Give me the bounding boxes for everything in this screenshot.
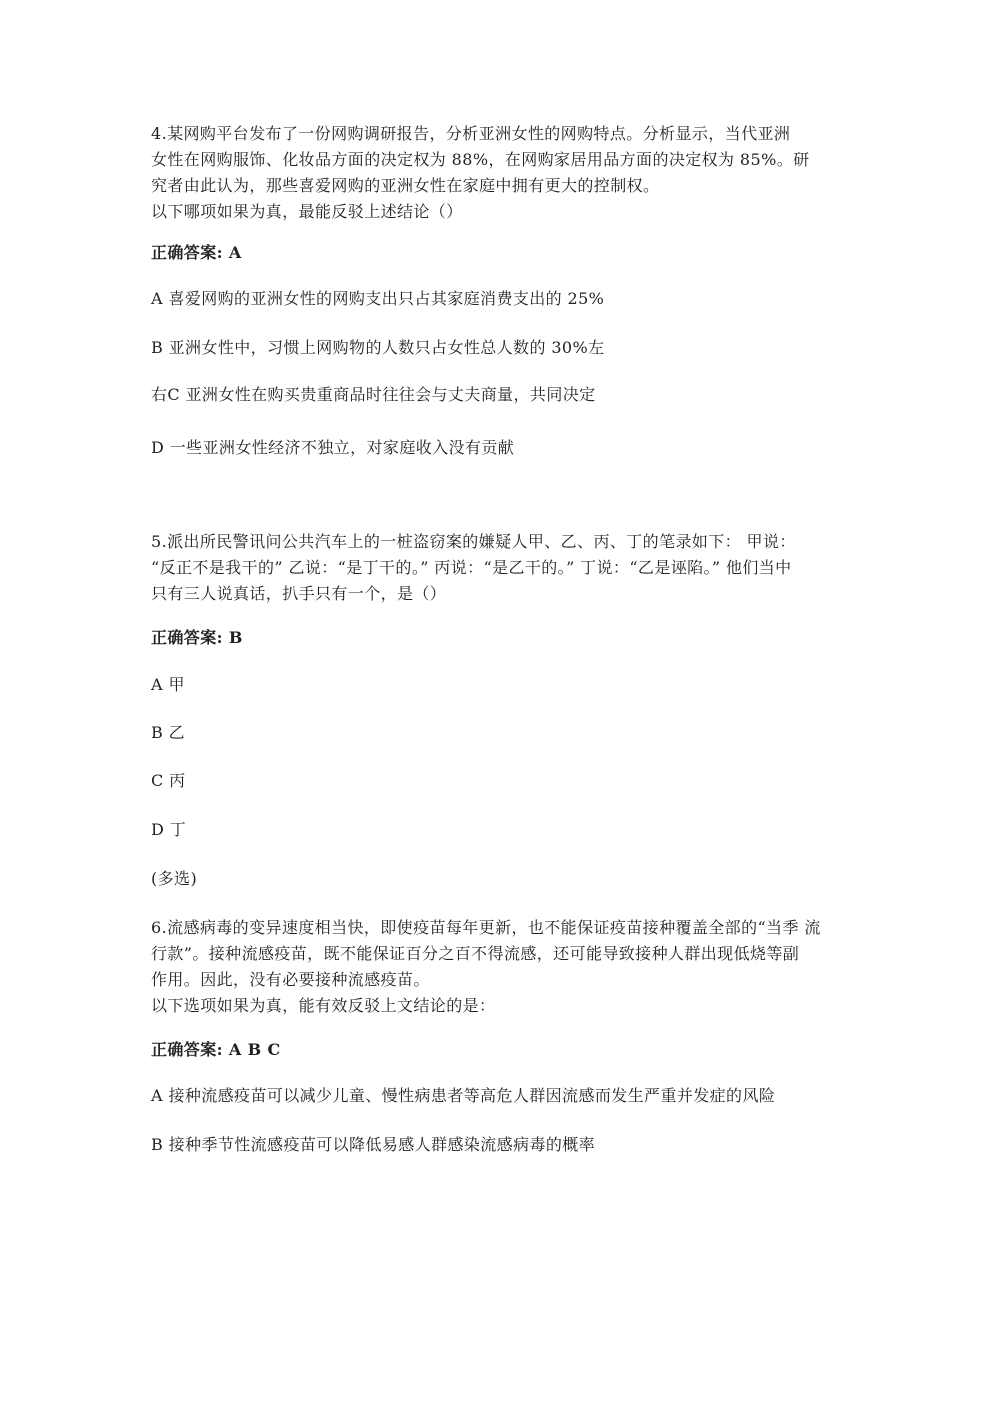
q6-stem-line-1: 6.流感病毒的变异速度相当快，即使疫苗每年更新，也不能保证疫苗接种覆盖全部的“当季 流 (151, 918, 821, 937)
q5-answer: 正确答案: B (151, 628, 243, 647)
q6-stem-line-4: 以下选项如果为真，能有效反驳上文结论的是： (151, 996, 496, 1015)
q5-stem-line-2: “反正不是我干的” 乙说：“是丁干的。” 丙说：“是乙干的。” 丁说：“乙是诬陷。” 他们当中 (151, 558, 792, 577)
multi-select-note: (多选) (151, 869, 198, 888)
q5-option-c: C 丙 (151, 771, 186, 790)
q5-stem-line-3: 只有三人说真话，扒手只有一个，是（） (151, 584, 447, 603)
q5-option-d: D 丁 (151, 820, 187, 839)
q6-answer: 正确答案: A B C (151, 1040, 281, 1059)
q4-option-a: A 喜爱网购的亚洲女性的网购支出只占其家庭消费支出的 25% (151, 289, 605, 308)
q6-stem-line-2: 行款”。接种流感疫苗，既不能保证百分之百不得流感，还可能导致接种人群出现低烧等副 (151, 944, 800, 963)
q4-answer: 正确答案: A (151, 243, 242, 262)
q5-option-a: A 甲 (151, 675, 185, 694)
q4-stem-line-2: 女性在网购服饰、化妆品方面的决定权为 88%，在网购家居用品方面的决定权为 85%。研 (151, 150, 810, 169)
q4-option-b: B 亚洲女性中，习惯上网购物的人数只占女性总人数的 30%左 (151, 338, 605, 357)
q4-stem-line-3: 究者由此认为，那些喜爱网购的亚洲女性在家庭中拥有更大的控制权。 (151, 176, 660, 195)
q4-stem-line-4: 以下哪项如果为真，最能反驳上述结论（） (151, 202, 463, 221)
q6-option-a: A 接种流感疫苗可以减少儿童、慢性病患者等高危人群因流感而发生严重并发症的风险 (151, 1086, 776, 1105)
q4-stem-line-1: 4.某网购平台发布了一份网购调研报告，分析亚洲女性的网购特点。分析显示，当代亚洲 (151, 124, 791, 143)
q4-option-c: 右C 亚洲女性在购买贵重商品时往往会与丈夫商量，共同决定 (151, 385, 596, 404)
q5-stem-line-1: 5.派出所民警讯问公共汽车上的一桩盗窃案的嫌疑人甲、乙、丙、丁的笔录如下： 甲说： (151, 532, 796, 551)
q5-option-b: B 乙 (151, 723, 186, 742)
q6-stem-line-3: 作用。因此，没有必要接种流感疫苗。 (151, 970, 430, 989)
q6-option-b: B 接种季节性流感疫苗可以降低易感人群感染流感病毒的概率 (151, 1135, 596, 1154)
q4-option-d: D 一些亚洲女性经济不独立，对家庭收入没有贡献 (151, 438, 515, 457)
